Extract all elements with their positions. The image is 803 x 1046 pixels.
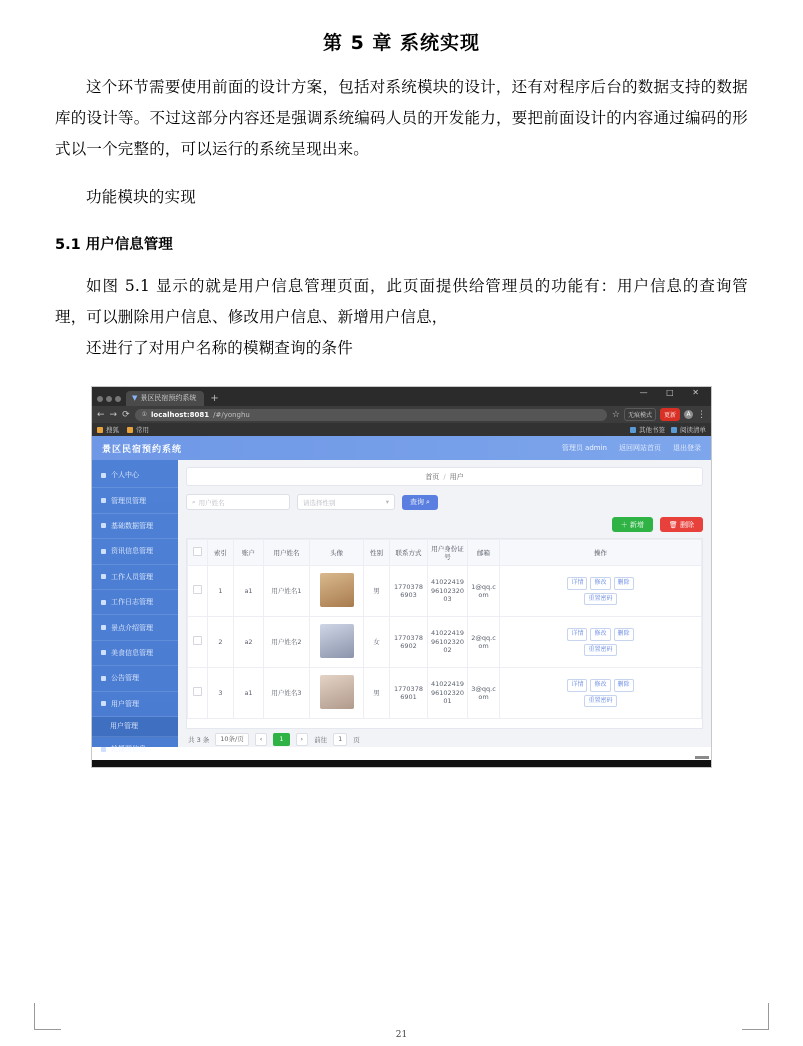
app-logo: 景区民宿预约系统 <box>102 444 183 455</box>
bookmarks-right-cluster <box>630 425 706 434</box>
page-number: 21 <box>395 1030 408 1040</box>
document-page <box>0 16 803 1046</box>
incognito-badge[interactable]: 无痕模式 <box>624 408 656 421</box>
chevron-down-icon: ▾ <box>385 498 389 506</box>
sidebar-item-basic-data[interactable] <box>92 514 178 539</box>
back-icon[interactable]: ← <box>97 409 105 420</box>
cell-account: a1 <box>234 668 264 719</box>
user-table <box>186 538 703 729</box>
sidebar-subitem-users[interactable] <box>92 717 178 737</box>
header-index: 索引 <box>208 540 234 566</box>
pagination <box>186 729 703 747</box>
browser-omnibar <box>92 406 711 423</box>
cell-operations <box>500 617 702 668</box>
row-checkbox-cell[interactable] <box>188 566 208 617</box>
checkbox-icon[interactable] <box>193 585 202 594</box>
dot-icon <box>101 600 106 605</box>
window-controls[interactable]: — □ ✕ <box>639 388 707 397</box>
avatar <box>320 624 354 658</box>
reset-password-button[interactable]: 重置密码 <box>584 695 616 708</box>
sidebar-item-notice[interactable] <box>92 666 178 691</box>
search-icon: ⌕ <box>192 497 196 506</box>
bookmark-item[interactable] <box>97 425 119 434</box>
browser-tab-title: 景区民宿预约系统 <box>140 394 197 402</box>
gender-select[interactable] <box>297 494 395 510</box>
filter-bar <box>186 494 703 510</box>
page-size-select[interactable]: 10条/页 <box>215 733 248 746</box>
cell-idcard: 410224199610232002 <box>428 617 468 668</box>
url-path: /#/yonghu <box>213 410 250 419</box>
header-avatar: 头像 <box>310 540 364 566</box>
app-header-links <box>562 443 701 453</box>
header-operations: 操作 <box>500 540 702 566</box>
header-name: 用户姓名 <box>264 540 310 566</box>
jump-unit: 页 <box>353 735 360 744</box>
dot-icon <box>101 701 106 706</box>
page-title: 第 5 章 系统实现 <box>322 32 481 54</box>
sidebar-item-label: 工作人员管理 <box>111 572 153 581</box>
browser-tab-bar <box>92 387 711 406</box>
web-app <box>92 436 711 754</box>
sidebar-item-news[interactable] <box>92 539 178 564</box>
cell-index: 3 <box>208 668 234 719</box>
dot-icon <box>101 625 106 630</box>
edit-button[interactable]: 修改 <box>590 628 610 641</box>
paragraph-fuzzy-query: 还进行了对用户名称的模糊查询的条件 <box>86 339 353 357</box>
bookmark-label: 常用 <box>136 426 149 434</box>
row-checkbox-cell[interactable] <box>188 668 208 719</box>
delete-row-button[interactable]: 删除 <box>614 577 634 590</box>
app-body <box>92 460 711 754</box>
cell-name: 用户姓名3 <box>264 668 310 719</box>
row-checkbox-cell[interactable] <box>188 617 208 668</box>
taskbar-strip <box>92 760 711 767</box>
header-email: 邮箱 <box>468 540 500 566</box>
search-button-label: 查询 <box>410 498 424 506</box>
avatar[interactable]: A <box>684 410 693 419</box>
avatar <box>320 573 354 607</box>
sidebar-item-personal-center[interactable] <box>92 463 178 488</box>
cell-avatar <box>310 617 364 668</box>
cell-email: 2@qq.com <box>468 617 500 668</box>
bookmark-label: 搜狐 <box>106 426 119 434</box>
omnibar-right-cluster <box>612 408 706 421</box>
cell-operations <box>500 566 702 617</box>
header-idcard: 用户身份证号 <box>428 540 468 566</box>
checkbox-icon[interactable] <box>193 547 202 556</box>
dot-icon <box>101 473 106 478</box>
cell-account: a1 <box>234 566 264 617</box>
breadcrumb-current: 用户 <box>449 472 464 481</box>
gender-select-placeholder: 请选择性别 <box>303 498 336 507</box>
sidebar-item-label: 工作日志管理 <box>111 598 153 607</box>
cell-gender: 女 <box>364 617 390 668</box>
sidebar-item-food[interactable] <box>92 641 178 666</box>
other-bookmarks-label: 其他书签 <box>639 426 665 434</box>
avatar <box>320 675 354 709</box>
sidebar-subitem-label: 用户管理 <box>110 722 138 731</box>
detail-button[interactable]: 详情 <box>567 577 587 590</box>
section-heading-5-1: 5.1 用户信息管理 <box>55 237 173 253</box>
table-row <box>188 668 702 719</box>
jump-label: 前往 <box>314 735 328 744</box>
reading-list-label: 阅读清单 <box>680 426 706 434</box>
sidebar <box>92 460 178 754</box>
figure-screenshot <box>91 386 712 768</box>
app-header <box>92 436 711 460</box>
sidebar-item-label: 公告管理 <box>111 674 139 683</box>
header-select-all[interactable] <box>188 540 208 566</box>
other-bookmarks-button[interactable] <box>630 425 665 434</box>
forward-icon[interactable]: → <box>109 409 118 420</box>
horizontal-scrollbar[interactable] <box>695 756 709 759</box>
bookmark-item[interactable] <box>127 425 149 434</box>
cell-idcard: 410224199610232001 <box>428 668 468 719</box>
sidebar-item-label: 景点介绍管理 <box>111 623 153 632</box>
favicon-icon: ▼ <box>132 394 138 402</box>
dot-icon <box>101 650 106 655</box>
cell-operations <box>500 668 702 719</box>
cell-email: 1@qq.com <box>468 566 500 617</box>
sidebar-item-staff[interactable] <box>92 565 178 590</box>
dot-icon <box>101 747 106 752</box>
breadcrumb-home[interactable]: 首页 <box>425 472 440 481</box>
header-back-to-site[interactable]: 返回网站首页 <box>619 444 661 452</box>
delete-row-button[interactable]: 删除 <box>614 628 634 641</box>
table-header-row <box>188 540 702 566</box>
sidebar-item-label: 用户管理 <box>111 699 139 708</box>
sidebar-item-label: 轮播图信息 <box>111 745 146 754</box>
table-toolbar <box>186 517 703 532</box>
breadcrumb-separator: / <box>443 472 446 481</box>
cell-index: 2 <box>208 617 234 668</box>
content-area <box>178 460 711 747</box>
delete-button[interactable] <box>660 517 703 532</box>
cell-email: 3@qq.com <box>468 668 500 719</box>
star-icon[interactable]: ☆ <box>611 409 620 420</box>
cell-idcard: 410224199610232003 <box>428 566 468 617</box>
search-name-placeholder: 用户姓名 <box>198 498 225 507</box>
table-row <box>188 566 702 617</box>
sidebar-item-label: 基础数据管理 <box>111 521 153 530</box>
paragraph-user-management: 如图 5.1 显示的就是用户信息管理页面，此页面提供给管理员的功能有：用户信息的查询管理，可以删除用户信息、修改用户信息、新增用户信息， <box>55 277 748 326</box>
header-logout[interactable]: 退出登录 <box>673 444 701 452</box>
search-name-input[interactable] <box>186 494 290 510</box>
paragraph-intro: 这个环节需要使用前面的设计方案，包括对系统模块的设计，还有对程序后台的数据支持的数据库的设计等。不过这部分内容还是强调系统编码人员的开发能力，要把前面设计的内容通过编码的形式以一个完整的，可以运行的系统呈现出来。 <box>55 78 748 158</box>
sidebar-item-attractions[interactable] <box>92 615 178 640</box>
sidebar-item-admin[interactable] <box>92 488 178 513</box>
cell-phone: 17703786902 <box>390 617 428 668</box>
header-account: 账户 <box>234 540 264 566</box>
pagination-total: 共 3 条 <box>188 735 210 744</box>
breadcrumb <box>186 467 703 486</box>
reload-icon[interactable]: ⟳ <box>122 409 130 420</box>
search-icon: ⌕ <box>426 497 430 506</box>
page-corner-mark <box>34 1003 61 1030</box>
page-current[interactable]: 1 <box>273 733 289 746</box>
add-button-label: ＋ 新增 <box>620 520 644 529</box>
table-row <box>188 617 702 668</box>
delete-button-label: 🗑 删除 <box>668 520 694 529</box>
browser-tab[interactable] <box>126 391 204 406</box>
cell-name: 用户姓名2 <box>264 617 310 668</box>
sidebar-item-label: 个人中心 <box>111 471 139 480</box>
edit-button[interactable]: 修改 <box>590 577 610 590</box>
jump-input[interactable]: 1 <box>333 733 347 746</box>
detail-button[interactable]: 详情 <box>567 679 587 692</box>
sidebar-item-label: 美食信息管理 <box>111 648 153 657</box>
reset-password-button[interactable]: 重置密码 <box>584 644 616 657</box>
add-button[interactable] <box>612 517 653 532</box>
header-gender: 性别 <box>364 540 390 566</box>
checkbox-icon[interactable] <box>193 636 202 645</box>
dot-icon <box>101 676 106 681</box>
cell-name: 用户姓名1 <box>264 566 310 617</box>
cell-gender: 男 <box>364 668 390 719</box>
update-badge[interactable]: 更新 <box>660 408 680 421</box>
header-phone: 联系方式 <box>390 540 428 566</box>
edit-button[interactable]: 修改 <box>590 679 610 692</box>
bookmarks-bar <box>92 423 711 436</box>
sidebar-item-carousel[interactable] <box>92 737 178 762</box>
cell-avatar <box>310 668 364 719</box>
paragraph-modules: 功能模块的实现 <box>86 188 196 206</box>
header-user: 管理员 admin <box>561 444 607 452</box>
sidebar-item-label: 管理员管理 <box>111 496 146 505</box>
window-dots-icon <box>92 396 126 406</box>
sidebar-item-worklog[interactable] <box>92 590 178 615</box>
next-page-button[interactable]: › <box>296 733 309 746</box>
search-button[interactable] <box>402 495 438 510</box>
sidebar-item-label: 资讯信息管理 <box>111 547 153 556</box>
dot-icon <box>101 549 106 554</box>
page-corner-mark <box>742 1003 769 1030</box>
dot-icon <box>101 574 106 579</box>
cell-index: 1 <box>208 566 234 617</box>
checkbox-icon[interactable] <box>193 687 202 696</box>
reading-list-button[interactable] <box>671 425 706 434</box>
cell-phone: 17703786903 <box>390 566 428 617</box>
prev-page-button[interactable]: ‹ <box>255 733 268 746</box>
cell-avatar <box>310 566 364 617</box>
address-bar[interactable] <box>135 409 607 421</box>
delete-row-button[interactable]: 删除 <box>614 679 634 692</box>
reset-password-button[interactable]: 重置密码 <box>584 593 616 606</box>
cell-account: a2 <box>234 617 264 668</box>
detail-button[interactable]: 详情 <box>567 628 587 641</box>
dot-icon <box>101 523 106 528</box>
new-tab-button[interactable]: + <box>210 393 219 404</box>
menu-icon[interactable]: ⋮ <box>697 409 706 420</box>
url-host: localhost:8081 <box>151 410 210 419</box>
dot-icon <box>101 498 106 503</box>
cell-phone: 17703786901 <box>390 668 428 719</box>
info-icon: ① <box>141 411 148 418</box>
sidebar-item-users[interactable] <box>92 692 178 717</box>
cell-gender: 男 <box>364 566 390 617</box>
